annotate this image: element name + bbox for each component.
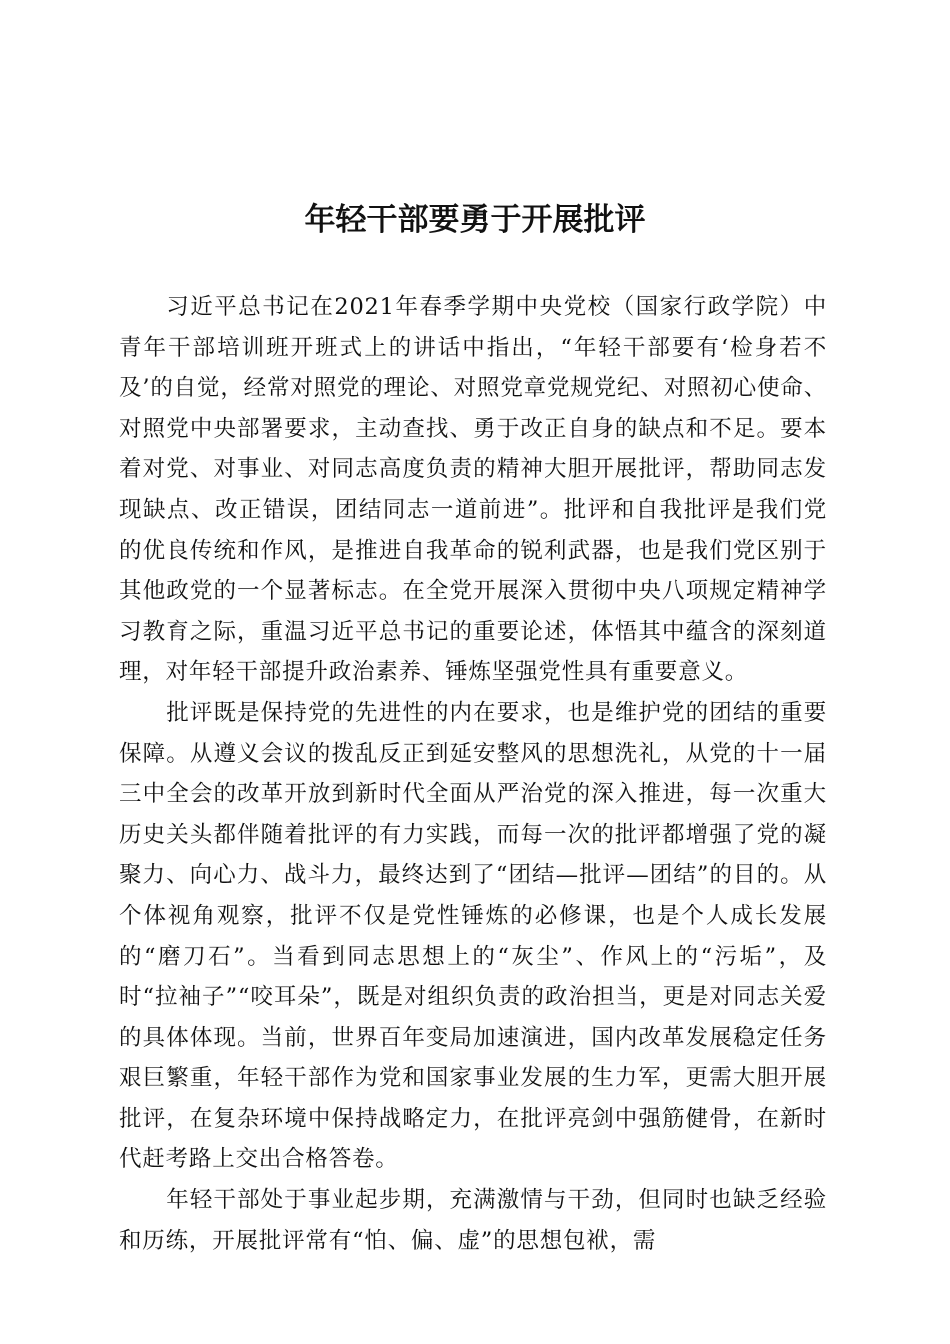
paragraph-1: 习近平总书记在2021年春季学期中央党校（国家行政学院）中青年干部培训班开班式上的讲话中指出，“年轻干部要有‘检身若不及’的自觉，经常对照党的理论、对照党章党规党纪、对照初心使命、对照党中央部署要求，主动查找、勇于改正自身的缺点和不足。要本着对党、对事业、对同志高度负责的精神大胆开展批评，帮助同志发现缺点、改正错误，团结同志一道前进”。批评和自我批评是我们党的优良传统和作风，是推进自我革命的锐利武器，也是我们党区别于其他政党的一个显著标志。在全党开展深入贯彻中央八项规定精神学习教育之际，重温习近平总书记的重要论述，体悟其中蕴含的深刻道理，对年轻干部提升政治素养、锤炼坚强党性具有重要意义。 [119,294,827,686]
paragraph-2: 批评既是保持党的先进性的内在要求，也是维护党的团结的重要保障。从遵义会议的拨乱反正到延安整风的思想洗礼，从党的十一届三中全会的改革开放到新时代全面从严治党的深入推进，每一次重大历史关头都伴随着批评的有力实践，而每一次的批评都增强了党的凝聚力、向心力、战斗力，最终达到了“团结—批评—团结”的目的。从个体视角观察，批评不仅是党性锤炼的必修课，也是个人成长发展的“磨刀石”。当看到同志思想上的“灰尘”、作风上的“污垢”，及时“拉袖子”“咬耳朵”，既是对组织负责的政治担当，更是对同志关爱的具体体现。当前，世界百年变局加速演进，国内改革发展稳定任务艰巨繁重，年轻干部作为党和国家事业发展的生力军，更需大胆开展批评，在复杂环境中保持战略定力，在批评亮剑中强筋健骨，在新时代赶考路上交出合格答卷。 [119,699,827,1173]
document-title: 年轻干部要勇于开展批评 [304,202,646,238]
document-body [119,287,827,1261]
paragraph-3: 年轻干部处于事业起步期，充满激情与干劲，但同时也缺乏经验和历练，开展批评常有“怕、偏、虚”的思想包袱，需 [119,1187,827,1254]
